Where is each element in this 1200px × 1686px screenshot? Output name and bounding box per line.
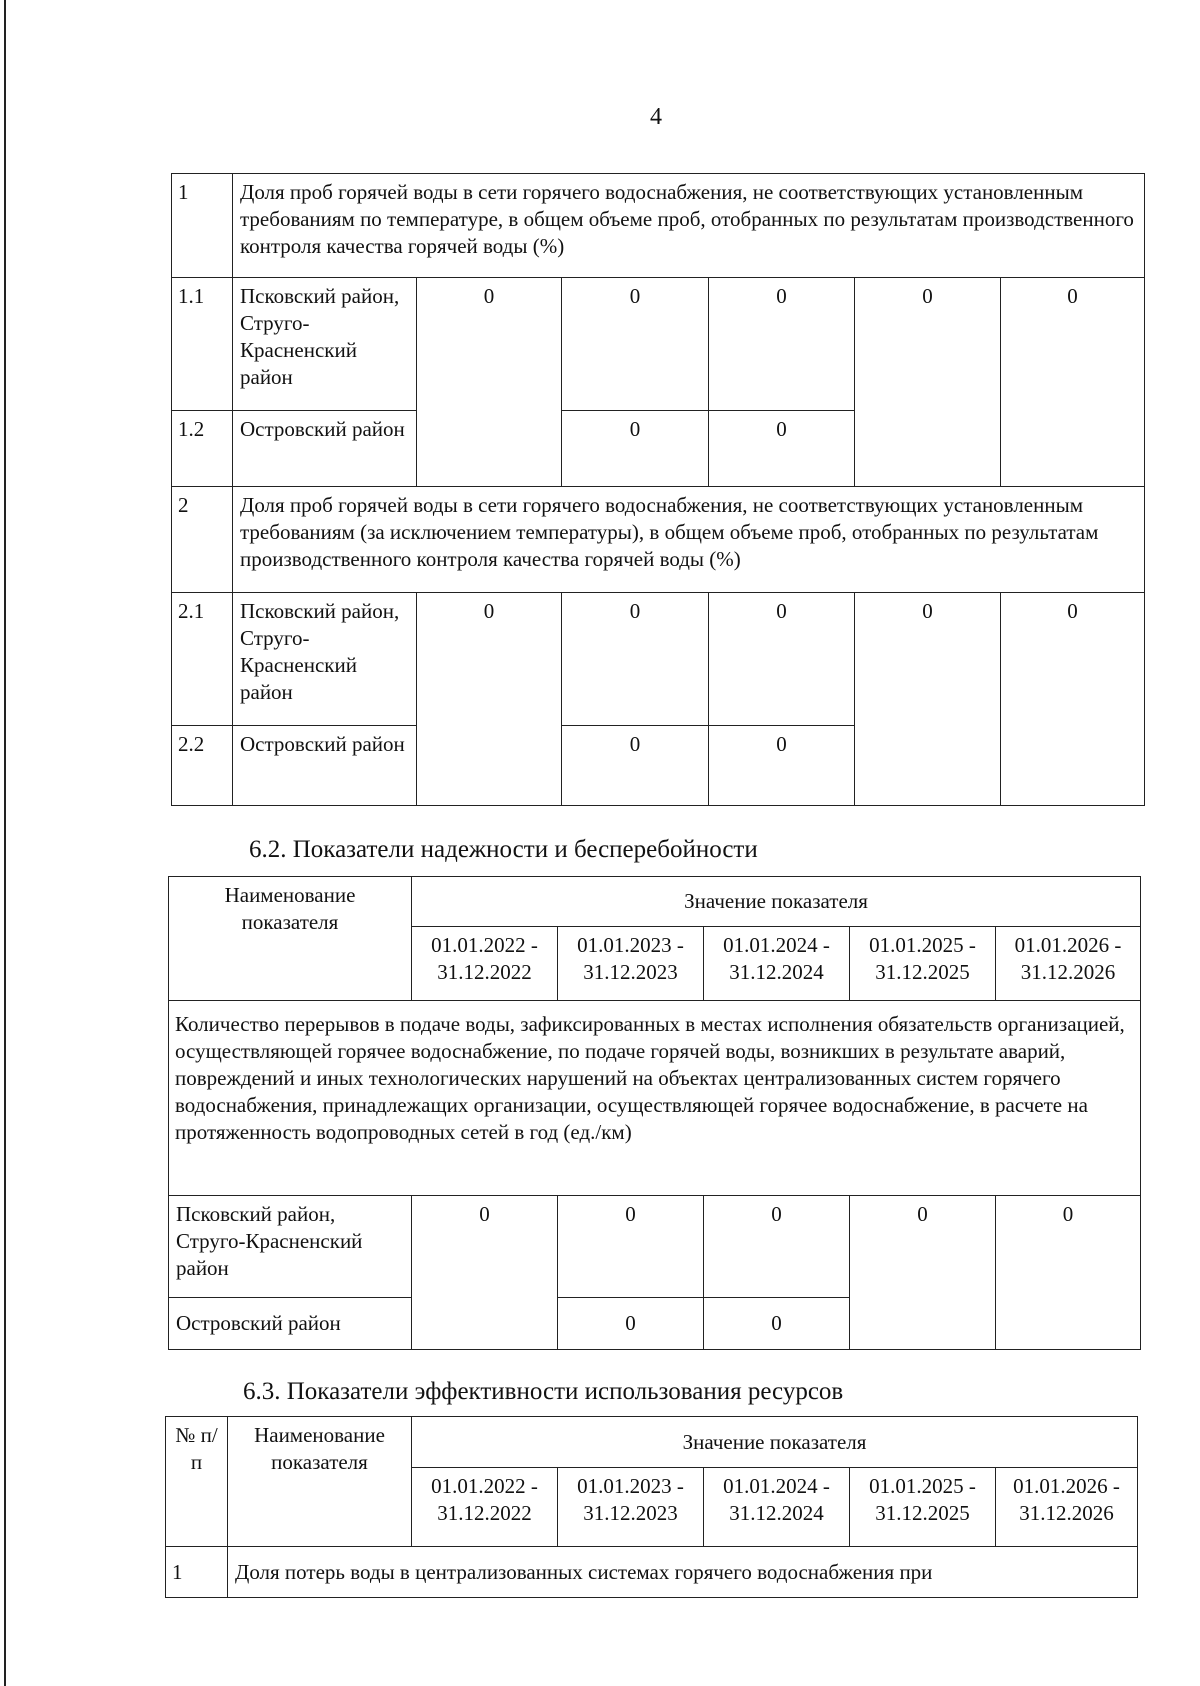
value-cell: 0 bbox=[704, 1298, 850, 1350]
row-name: Островский район bbox=[233, 411, 417, 487]
value-cell: 0 bbox=[1001, 278, 1145, 487]
section-number: 1 bbox=[166, 1547, 228, 1598]
value-cell: 0 bbox=[709, 593, 855, 726]
period-header: 01.01.2022 - 31.12.2022 bbox=[412, 927, 558, 1001]
row-number: 2.2 bbox=[172, 726, 233, 806]
row-name: Островский район bbox=[169, 1298, 412, 1350]
indicator-title: Количество перерывов в подаче воды, зафиксированных в местах исполнения обязательств организацией, осуществляющей горячее водоснабжение, по подаче горячей воды, возникших в результате аварий, повреждений и иных технологических нарушений на объектах централизованных систем горячего водоснабжения, принадлежащих организации, осуществляющей горячее водоснабжение, в расчете на протяженность водопроводных сетей в год (ед./км) bbox=[169, 1001, 1141, 1196]
section-number: 1 bbox=[172, 174, 233, 278]
period-header: 01.01.2024 - 31.12.2024 bbox=[704, 1468, 850, 1547]
row-number: 1.2 bbox=[172, 411, 233, 487]
section-title: Доля проб горячей воды в сети горячего водоснабжения, не соответствующих установленным требованиям по температуре, в общем объеме проб, отобранных по результатам производственного контроля качества горячей воды (%) bbox=[233, 174, 1145, 278]
period-header: 01.01.2023 - 31.12.2023 bbox=[558, 927, 704, 1001]
row-name: Псковский район, Струго-Красненский район bbox=[169, 1196, 412, 1298]
header-number: № п/п bbox=[166, 1417, 228, 1547]
hot-water-quality-table bbox=[171, 173, 1145, 806]
value-cell: 0 bbox=[562, 726, 709, 806]
row-number: 2.1 bbox=[172, 593, 233, 726]
row-name: Псковский район, Струго-Красненский район bbox=[233, 593, 417, 726]
value-cell: 0 bbox=[1001, 593, 1145, 806]
page-number: 4 bbox=[650, 104, 662, 130]
section-number: 2 bbox=[172, 487, 233, 593]
value-cell: 0 bbox=[855, 278, 1001, 487]
value-cell: 0 bbox=[709, 726, 855, 806]
period-header: 01.01.2025 - 31.12.2025 bbox=[850, 927, 996, 1001]
value-cell: 0 bbox=[558, 1298, 704, 1350]
value-cell: 0 bbox=[562, 593, 709, 726]
period-header: 01.01.2026 - 31.12.2026 bbox=[996, 1468, 1138, 1547]
section-heading-6-3: 6.3. Показатели эффективности использования ресурсов bbox=[243, 1378, 844, 1405]
value-cell: 0 bbox=[709, 411, 855, 487]
page-edge bbox=[4, 0, 6, 1686]
header-name: Наименование показателя bbox=[228, 1417, 412, 1547]
period-header: 01.01.2024 - 31.12.2024 bbox=[704, 927, 850, 1001]
period-header: 01.01.2022 - 31.12.2022 bbox=[412, 1468, 558, 1547]
header-value: Значение показателя bbox=[412, 1417, 1138, 1468]
value-cell: 0 bbox=[417, 593, 562, 806]
value-cell: 0 bbox=[417, 278, 562, 487]
value-cell: 0 bbox=[412, 1196, 558, 1350]
value-cell: 0 bbox=[562, 411, 709, 487]
resource-efficiency-table bbox=[165, 1416, 1138, 1598]
row-name: Островский район bbox=[233, 726, 417, 806]
period-header: 01.01.2026 - 31.12.2026 bbox=[996, 927, 1141, 1001]
period-header: 01.01.2023 - 31.12.2023 bbox=[558, 1468, 704, 1547]
period-header: 01.01.2025 - 31.12.2025 bbox=[850, 1468, 996, 1547]
value-cell: 0 bbox=[704, 1196, 850, 1298]
value-cell: 0 bbox=[709, 278, 855, 411]
reliability-table bbox=[168, 876, 1141, 1350]
value-cell: 0 bbox=[850, 1196, 996, 1350]
value-cell: 0 bbox=[855, 593, 1001, 806]
section-title: Доля проб горячей воды в сети горячего водоснабжения, не соответствующих установленным требованиям (за исключением температуры), в общем объеме проб, отобранных по результатам производственного контроля качества горячей воды (%) bbox=[233, 487, 1145, 593]
value-cell: 0 bbox=[996, 1196, 1141, 1350]
value-cell: 0 bbox=[558, 1196, 704, 1298]
header-value: Значение показателя bbox=[412, 877, 1141, 927]
row-name: Псковский район, Струго-Красненский район bbox=[233, 278, 417, 411]
section-heading-6-2: 6.2. Показатели надежности и бесперебойности bbox=[249, 836, 758, 863]
header-name: Наименование показателя bbox=[169, 877, 412, 1001]
section-title: Доля потерь воды в централизованных системах горячего водоснабжения при bbox=[228, 1547, 1138, 1598]
row-number: 1.1 bbox=[172, 278, 233, 411]
value-cell: 0 bbox=[562, 278, 709, 411]
